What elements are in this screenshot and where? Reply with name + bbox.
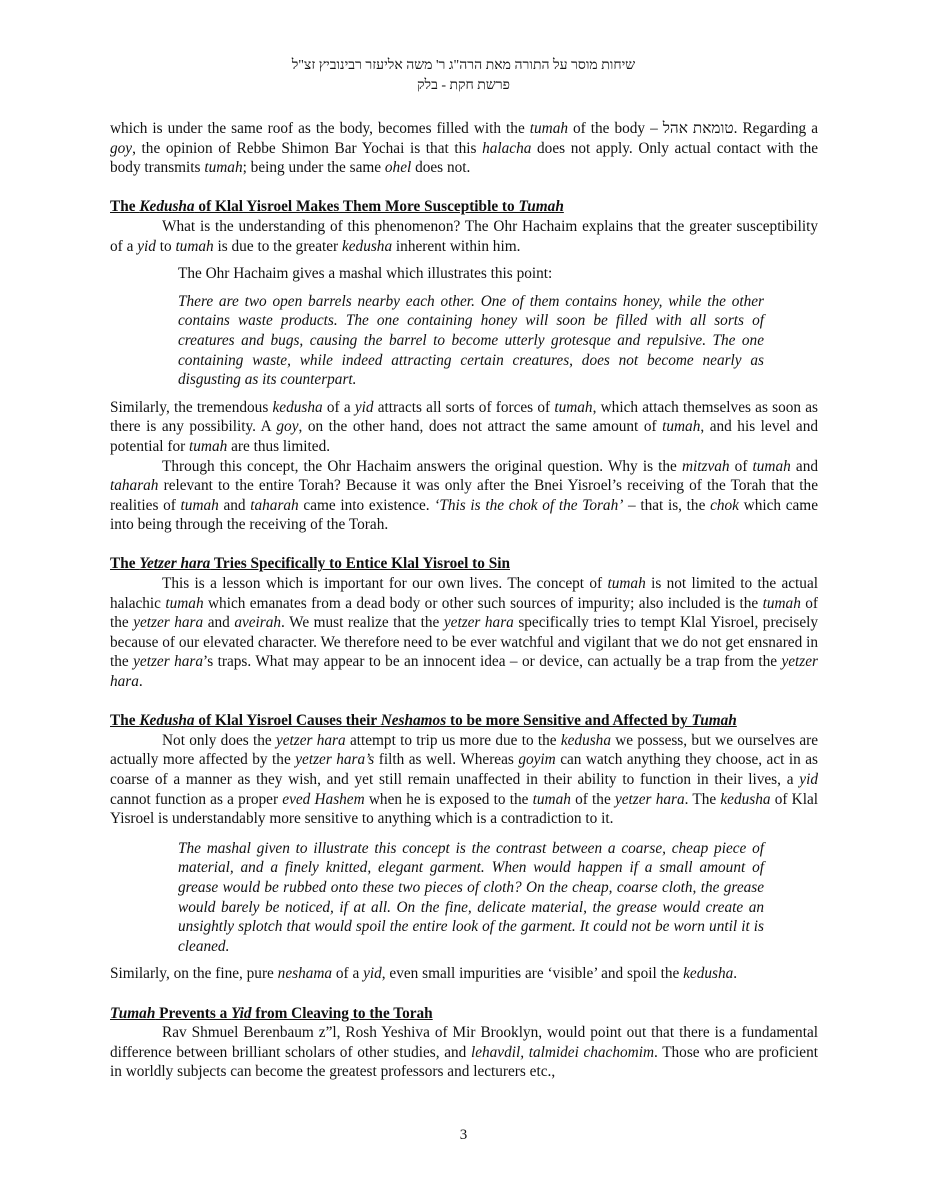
text-run: ’s traps. What may appear to be an innocent idea – or device, can actually be a trap from the bbox=[202, 653, 782, 671]
italic-term: yetzer hara bbox=[110, 653, 818, 691]
italic-term: goy bbox=[110, 139, 133, 157]
italic-term: Tumah bbox=[691, 712, 737, 730]
italic-term: kedusha bbox=[341, 237, 393, 255]
text-run: of Klal Yisroel is understandably more sensitive to anything which is a contradiction to it. bbox=[110, 790, 819, 828]
text-run: The bbox=[110, 198, 140, 216]
text-run: is not limited to the actual halachic bbox=[110, 575, 818, 612]
paragraph bbox=[110, 457, 818, 535]
italic-term: yetzer hara’s bbox=[295, 751, 375, 769]
italic-term: yid bbox=[363, 965, 382, 983]
italic-term: Tumah bbox=[518, 198, 564, 216]
section-yetzer-hara bbox=[110, 554, 818, 691]
italic-term: kedusha bbox=[720, 790, 771, 808]
text-run: attracts all sorts of forces of bbox=[373, 398, 555, 416]
italic-term: tumah bbox=[175, 237, 214, 255]
mashal-block bbox=[178, 264, 764, 390]
italic-term: tumah bbox=[554, 398, 593, 416]
italic-term: Neshamos bbox=[380, 712, 447, 730]
text-run: does not. bbox=[411, 159, 471, 177]
text-run: of a bbox=[332, 965, 364, 983]
text-run: inherent within him. bbox=[392, 237, 521, 255]
section-heading bbox=[110, 1004, 818, 1024]
text-run: , even small impurities are ‘visible’ and spoil the bbox=[381, 965, 684, 983]
text-run: This is a lesson which is important for our own lives. The concept of bbox=[162, 575, 608, 593]
text-run: and bbox=[218, 496, 251, 514]
text-run: , on the other hand, does not attract the same amount of bbox=[298, 418, 663, 436]
italic-term: Kedusha bbox=[139, 712, 195, 730]
paragraph bbox=[110, 217, 818, 256]
text-run: ; being under the same bbox=[242, 159, 385, 177]
text-run: can watch anything they choose, act in as coarse of a manner as they wish, and yet still remain unaffected in their ability to function in their lives, a bbox=[110, 751, 818, 788]
text-run: relevant to the entire Torah? Because it was only after the Bnei Yisroel’s receiving of the Torah that the realities of bbox=[110, 477, 818, 514]
text-run: The bbox=[110, 555, 140, 573]
text-run: which emanates from a dead body or other such sources of impurity; also included is the bbox=[203, 594, 763, 612]
text-run: attempt to trip us more due to the bbox=[345, 731, 561, 749]
text-run: of the bbox=[110, 594, 818, 632]
italic-term: mitzvah bbox=[681, 457, 730, 475]
text-run: when he is exposed to the bbox=[364, 790, 533, 808]
italic-term: Yid bbox=[231, 1004, 252, 1022]
italic-term: tumah bbox=[762, 594, 801, 612]
italic-term: tumah bbox=[607, 575, 646, 593]
text-run: which came into being through the receiving of the Torah. bbox=[110, 496, 818, 534]
text-run: . Regarding a bbox=[733, 120, 819, 137]
italic-term: Kedusha bbox=[139, 198, 195, 216]
text-run: Through this concept, the Ohr Hachaim answers the original question. Why is the bbox=[162, 457, 682, 475]
text-run: to bbox=[155, 237, 176, 255]
italic-term: tumah bbox=[662, 418, 701, 436]
italic-term: taharah bbox=[110, 477, 159, 495]
paragraph bbox=[110, 964, 818, 984]
text-run: . We must realize that the bbox=[281, 614, 444, 632]
paragraph bbox=[110, 731, 818, 829]
text-run: Tries Specifically to Entice Klal Yisroel to Sin bbox=[210, 555, 510, 573]
italic-term: yetzer hara bbox=[133, 653, 203, 671]
text-run: of the body – bbox=[568, 120, 663, 137]
paragraph bbox=[110, 398, 818, 457]
text-run: of Klal Yisroel Causes their bbox=[194, 712, 381, 730]
text-run: cannot function as a proper bbox=[110, 790, 283, 808]
text-run: – that is, the bbox=[623, 496, 711, 514]
section-tumah-prevents bbox=[110, 1004, 818, 1082]
italic-term: Yetzer hara bbox=[139, 555, 211, 573]
section-neshamos-sensitive bbox=[110, 711, 818, 984]
italic-term: ‘This is the chok of the Torah’ bbox=[434, 496, 624, 514]
italic-term: kedusha bbox=[272, 398, 323, 416]
italic-term: tumah bbox=[532, 790, 571, 808]
text-run: of bbox=[729, 457, 753, 475]
italic-term: halacha bbox=[482, 139, 532, 157]
text-run: filth as well. Whereas bbox=[374, 751, 519, 769]
paragraph bbox=[110, 574, 818, 692]
italic-term: goyim bbox=[518, 751, 556, 769]
italic-term: yetzer hara bbox=[614, 790, 685, 808]
italic-term: goy bbox=[276, 418, 299, 436]
hebrew-term: טומאת אהל bbox=[662, 120, 734, 137]
page-body bbox=[110, 119, 818, 1082]
text-run: and bbox=[203, 614, 235, 632]
header-line-2: פרשת חקת - בלק bbox=[417, 78, 510, 93]
text-run: Rav Shmuel Berenbaum z”l, Rosh Yeshiva of Mir Brooklyn, would point out that there is a fundamental difference between brilliant scholars of other studies, and bbox=[110, 1024, 818, 1061]
italic-term: chok bbox=[710, 496, 739, 514]
italic-term: yid bbox=[354, 398, 374, 416]
text-run: , and his level and potential for bbox=[110, 418, 819, 455]
italic-term: tumah bbox=[752, 457, 791, 475]
text-run: to be more Sensitive and Affected by bbox=[446, 712, 692, 730]
text-run: from Cleaving to the Torah bbox=[251, 1004, 433, 1022]
italic-term: tumah bbox=[529, 120, 568, 137]
text-run: . bbox=[138, 673, 143, 691]
section-heading bbox=[110, 711, 818, 731]
block-quote: The mashal given to illustrate this concept is the contrast between a coarse, cheap piece of material, and a finely knitted, elegant garment. When would happen if a small amount of grease would be rubbed onto these two pieces of cloth? On the cheap, coarse cloth, the grease would barely be noticed, if at all. On the fine, delicate material, the grease would create an unsightly splotch that would spoil the entire look of the garment. It could not be worn until it is cleaned. bbox=[178, 839, 764, 955]
text-run: we possess, but we ourselves are actually more affected by the bbox=[110, 731, 819, 769]
italic-term: lehavdil, talmidei chachomim bbox=[470, 1043, 654, 1061]
italic-term: aveirah bbox=[234, 614, 282, 632]
text-run: are thus limited. bbox=[227, 437, 331, 455]
italic-term: tumah bbox=[204, 159, 243, 177]
text-run: The bbox=[110, 712, 140, 730]
italic-term: eved Hashem bbox=[282, 790, 365, 808]
text-run: Similarly, the tremendous bbox=[110, 398, 273, 416]
italic-term: taharah bbox=[250, 496, 299, 514]
section-heading bbox=[110, 197, 818, 217]
italic-term: kedusha bbox=[560, 731, 611, 749]
mashal-intro: The Ohr Hachaim gives a mashal which illustrates this point: bbox=[178, 265, 553, 283]
text-run: . Those who are proficient in worldly subjects can become the greatest professors and lecturers etc., bbox=[110, 1043, 818, 1081]
text-run: came into existence. bbox=[298, 496, 435, 514]
italic-term: tumah bbox=[180, 496, 219, 514]
text-run: of Klal Yisroel Makes Them More Susceptible to bbox=[194, 198, 519, 216]
text-run: and bbox=[790, 457, 818, 475]
italic-term: ohel bbox=[384, 159, 412, 177]
text-run: Not only does the bbox=[162, 731, 276, 749]
text-run: Similarly, on the fine, pure bbox=[110, 965, 278, 983]
text-run: Prevents a bbox=[155, 1004, 232, 1022]
italic-term: yetzer hara bbox=[275, 731, 346, 749]
section-heading bbox=[110, 554, 818, 574]
running-header bbox=[0, 56, 927, 96]
text-run: of a bbox=[322, 398, 355, 416]
italic-term: yetzer hara bbox=[133, 614, 204, 632]
text-run: specifically tries to tempt Klal Yisroel, precisely because of our elevated character. We therefore need to be ever watchful and vigilant that we do not get ensnared in the bbox=[110, 614, 819, 671]
page-number: 3 bbox=[459, 1127, 468, 1143]
mashal-block bbox=[178, 839, 764, 957]
text-run: does not apply. Only actual contact with the body transmits bbox=[110, 139, 819, 177]
text-run: . bbox=[733, 965, 738, 983]
italic-term: tumah bbox=[189, 437, 228, 455]
italic-term: neshama bbox=[277, 965, 333, 983]
section-kedusha-susceptible bbox=[110, 197, 818, 535]
text-run: which is under the same roof as the body, becomes filled with the bbox=[110, 120, 530, 137]
italic-term: kedusha bbox=[683, 965, 734, 983]
text-run: of the bbox=[570, 790, 615, 808]
italic-term: tumah bbox=[165, 594, 204, 612]
block-quote: There are two open barrels nearby each other. One of them contains honey, while the other contains waste products. The one containing honey will soon be filled with all sorts of creatures and bugs, causing the barrel to become utterly grotesque and repulsive. The one containing waste, while indeed attracting certain creatures, does not become nearly as disgusting as its counterpart. bbox=[178, 292, 764, 389]
paragraph bbox=[110, 1023, 818, 1082]
italic-term: yid bbox=[137, 237, 156, 255]
italic-term: yetzer hara bbox=[443, 614, 514, 632]
italic-term: yid bbox=[799, 771, 818, 788]
text-run: . The bbox=[684, 790, 721, 808]
italic-term: Tumah bbox=[110, 1004, 156, 1022]
header-line-1: שיחות מוסר על התורה מאת הרה"ג ר' משה אליעזר רבינוביץ זצ"ל bbox=[291, 58, 636, 73]
text-run: , the opinion of Rebbe Shimon Bar Yochai is that this bbox=[132, 139, 483, 157]
text-run: What is the understanding of this phenomenon? The Ohr Hachaim explains that the greater susceptibility of a bbox=[110, 217, 818, 255]
text-run: is due to the greater bbox=[213, 237, 342, 255]
text-run: , which attach themselves as soon as there is any possibility. A bbox=[110, 398, 818, 436]
intro-paragraph bbox=[110, 119, 818, 178]
